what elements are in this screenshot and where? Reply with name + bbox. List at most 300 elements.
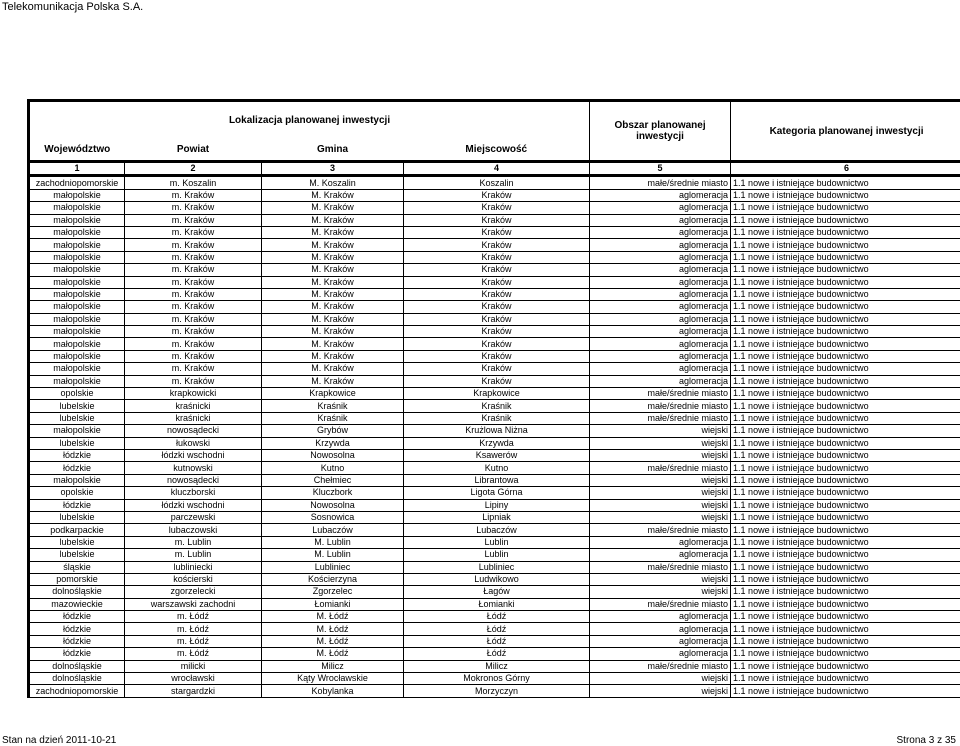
cell-county: krapkowicki — [125, 388, 262, 400]
cell-voivodeship: łódzkie — [29, 635, 125, 647]
cell-locality: Kraków — [404, 202, 590, 214]
table-row — [29, 437, 960, 449]
cell-commune: M. Lublin — [262, 549, 404, 561]
cell-voivodeship: lubelskie — [29, 549, 125, 561]
cell-locality: Ligota Górna — [404, 487, 590, 499]
cell-category: 1.1 nowe i istniejące budownictwo — [731, 474, 960, 486]
cell-locality: Kraśnik — [404, 400, 590, 412]
cell-area: aglomeracja — [590, 326, 731, 338]
cell-commune: Kobylanka — [262, 685, 404, 697]
cell-locality: Łódź — [404, 648, 590, 660]
cell-category: 1.1 nowe i istniejące budownictwo — [731, 511, 960, 523]
table-row — [29, 611, 960, 623]
cell-locality: Lubaczów — [404, 524, 590, 536]
cell-commune: M. Kraków — [262, 288, 404, 300]
company-name: Telekomunikacja Polska S.A. — [2, 1, 144, 13]
cell-voivodeship: małopolskie — [29, 425, 125, 437]
column-header-commune: Gmina — [316, 143, 349, 155]
cell-category: 1.1 nowe i istniejące budownictwo — [731, 499, 960, 511]
cell-category: 1.1 nowe i istniejące budownictwo — [731, 487, 960, 499]
cell-voivodeship: lubelskie — [29, 437, 125, 449]
cell-area: wiejski — [590, 511, 731, 523]
cell-county: łódzki wschodni — [125, 499, 262, 511]
cell-area: małe/średnie miasto — [590, 176, 731, 189]
cell-category: 1.1 nowe i istniejące budownictwo — [731, 598, 960, 610]
table-row — [29, 635, 960, 647]
cell-area: aglomeracja — [590, 623, 731, 635]
cell-commune: Nowosolna — [262, 449, 404, 461]
column-header-category: Kategoria planowanej inwestycji — [731, 101, 960, 162]
cell-commune: M. Łódź — [262, 648, 404, 660]
cell-category: 1.1 nowe i istniejące budownictwo — [731, 350, 960, 362]
cell-county: łukowski — [125, 437, 262, 449]
cell-area: aglomeracja — [590, 214, 731, 226]
cell-area: aglomeracja — [590, 276, 731, 288]
cell-category: 1.1 nowe i istniejące budownictwo — [731, 301, 960, 313]
cell-area: małe/średnie miasto — [590, 388, 731, 400]
cell-commune: M. Koszalin — [262, 176, 404, 189]
cell-commune: M. Kraków — [262, 375, 404, 387]
cell-category: 1.1 nowe i istniejące budownictwo — [731, 412, 960, 424]
cell-voivodeship: małopolskie — [29, 189, 125, 201]
table-row — [29, 400, 960, 412]
table-row — [29, 412, 960, 424]
cell-county: m. Kraków — [125, 326, 262, 338]
cell-county: m. Kraków — [125, 239, 262, 251]
cell-commune: Lubliniec — [262, 561, 404, 573]
cell-area: aglomeracja — [590, 264, 731, 276]
cell-locality: Lipniak — [404, 511, 590, 523]
cell-locality: Kraków — [404, 226, 590, 238]
cell-commune: M. Kraków — [262, 202, 404, 214]
cell-voivodeship: lubelskie — [29, 536, 125, 548]
table-row — [29, 176, 960, 189]
cell-area: wiejski — [590, 425, 731, 437]
title-line-2: w ramach realizacji Deklaracji Inwestycyjnej Telekomunikacji Polskiej — [266, 30, 694, 46]
cell-category: 1.1 nowe i istniejące budownictwo — [731, 313, 960, 325]
cell-commune: M. Kraków — [262, 276, 404, 288]
cell-commune: M. Łódź — [262, 611, 404, 623]
cell-commune: Kraśnik — [262, 400, 404, 412]
cell-area: wiejski — [590, 573, 731, 585]
table-row — [29, 264, 960, 276]
cell-category: 1.1 nowe i istniejące budownictwo — [731, 449, 960, 461]
cell-county: m. Kraków — [125, 301, 262, 313]
cell-commune: Kluczbork — [262, 487, 404, 499]
cell-commune: Grybów — [262, 425, 404, 437]
table-row — [29, 189, 960, 201]
table-row — [29, 301, 960, 313]
table-row — [29, 425, 960, 437]
cell-voivodeship: małopolskie — [29, 214, 125, 226]
cell-locality: Lipiny — [404, 499, 590, 511]
cell-commune: Kąty Wrocławskie — [262, 673, 404, 685]
cell-category: 1.1 nowe i istniejące budownictwo — [731, 338, 960, 350]
cell-locality: Kraków — [404, 288, 590, 300]
document-title — [0, 14, 960, 62]
cell-category: 1.1 nowe i istniejące budownictwo — [731, 648, 960, 660]
cell-voivodeship: małopolskie — [29, 313, 125, 325]
cell-commune: Łomianki — [262, 598, 404, 610]
cell-county: kluczborski — [125, 487, 262, 499]
cell-voivodeship: małopolskie — [29, 350, 125, 362]
cell-locality: Kraków — [404, 375, 590, 387]
table-row — [29, 326, 960, 338]
cell-area: aglomeracja — [590, 536, 731, 548]
cell-locality: Łomianki — [404, 598, 590, 610]
cell-county: m. Kraków — [125, 189, 262, 201]
table-row — [29, 623, 960, 635]
cell-locality: Krużlowa Niżna — [404, 425, 590, 437]
cell-locality: Lublin — [404, 549, 590, 561]
cell-county: m. Kraków — [125, 276, 262, 288]
cell-locality: Kraśnik — [404, 412, 590, 424]
cell-county: m. Kraków — [125, 251, 262, 263]
investments-table — [27, 99, 960, 698]
cell-category: 1.1 nowe i istniejące budownictwo — [731, 685, 960, 697]
cell-commune: M. Kraków — [262, 226, 404, 238]
cell-voivodeship: małopolskie — [29, 338, 125, 350]
cell-county: parczewski — [125, 511, 262, 523]
cell-category: 1.1 nowe i istniejące budownictwo — [731, 288, 960, 300]
cell-category: 1.1 nowe i istniejące budownictwo — [731, 635, 960, 647]
table-row — [29, 561, 960, 573]
cell-voivodeship: lubelskie — [29, 412, 125, 424]
cell-category: 1.1 nowe i istniejące budownictwo — [731, 326, 960, 338]
table-row — [29, 239, 960, 251]
cell-county: wrocławski — [125, 673, 262, 685]
cell-voivodeship: dolnośląskie — [29, 586, 125, 598]
cell-category: 1.1 nowe i istniejące budownictwo — [731, 549, 960, 561]
cell-county: kutnowski — [125, 462, 262, 474]
cell-commune: Kościerzyna — [262, 573, 404, 585]
cell-voivodeship: śląskie — [29, 561, 125, 573]
cell-voivodeship: małopolskie — [29, 202, 125, 214]
table-row — [29, 462, 960, 474]
title-line-3: dotyczącej Porozumienia z UKE z dn. 22 października 2009 — [294, 46, 666, 62]
cell-voivodeship: podkarpackie — [29, 524, 125, 536]
cell-locality: Kraków — [404, 214, 590, 226]
cell-category: 1.1 nowe i istniejące budownictwo — [731, 276, 960, 288]
cell-voivodeship: pomorskie — [29, 573, 125, 585]
table-row — [29, 350, 960, 362]
cell-category: 1.1 nowe i istniejące budownictwo — [731, 437, 960, 449]
cell-locality: Kraków — [404, 251, 590, 263]
cell-voivodeship: łódzkie — [29, 449, 125, 461]
cell-category: 1.1 nowe i istniejące budownictwo — [731, 586, 960, 598]
cell-locality: Ludwikowo — [404, 573, 590, 585]
table-row — [29, 202, 960, 214]
cell-category: 1.1 nowe i istniejące budownictwo — [731, 189, 960, 201]
cell-county: lubaczowski — [125, 524, 262, 536]
table-row — [29, 313, 960, 325]
cell-area: wiejski — [590, 499, 731, 511]
cell-locality: Kraków — [404, 276, 590, 288]
cell-area: małe/średnie miasto — [590, 561, 731, 573]
cell-area: aglomeracja — [590, 189, 731, 201]
cell-county: m. Koszalin — [125, 176, 262, 189]
cell-locality: Kraków — [404, 363, 590, 375]
cell-area: aglomeracja — [590, 635, 731, 647]
cell-commune: M. Kraków — [262, 251, 404, 263]
cell-voivodeship: opolskie — [29, 388, 125, 400]
cell-commune: Kutno — [262, 462, 404, 474]
cell-locality: Kraków — [404, 338, 590, 350]
cell-area: wiejski — [590, 474, 731, 486]
cell-commune: M. Kraków — [262, 189, 404, 201]
cell-county: m. Kraków — [125, 350, 262, 362]
cell-voivodeship: małopolskie — [29, 251, 125, 263]
cell-voivodeship: łódzkie — [29, 611, 125, 623]
cell-county: m. Lublin — [125, 536, 262, 548]
cell-locality: Kraków — [404, 301, 590, 313]
cell-county: m. Kraków — [125, 202, 262, 214]
cell-area: małe/średnie miasto — [590, 660, 731, 672]
table-row — [29, 487, 960, 499]
cell-county: m. Łódź — [125, 648, 262, 660]
column-number: 5 — [590, 162, 731, 176]
cell-county: m. Kraków — [125, 363, 262, 375]
cell-voivodeship: lubelskie — [29, 400, 125, 412]
cell-commune: M. Lublin — [262, 536, 404, 548]
cell-category: 1.1 nowe i istniejące budownictwo — [731, 611, 960, 623]
cell-voivodeship: łódzkie — [29, 623, 125, 635]
cell-category: 1.1 nowe i istniejące budownictwo — [731, 524, 960, 536]
table-row — [29, 251, 960, 263]
cell-category: 1.1 nowe i istniejące budownictwo — [731, 363, 960, 375]
cell-commune: Sosnowica — [262, 511, 404, 523]
cell-county: nowosądecki — [125, 425, 262, 437]
cell-county: zgorzelecki — [125, 586, 262, 598]
cell-category: 1.1 nowe i istniejące budownictwo — [731, 561, 960, 573]
cell-county: m. Kraków — [125, 214, 262, 226]
cell-category: 1.1 nowe i istniejące budownictwo — [731, 202, 960, 214]
table-row — [29, 375, 960, 387]
cell-area: aglomeracja — [590, 288, 731, 300]
cell-commune: M. Łódź — [262, 623, 404, 635]
cell-voivodeship: małopolskie — [29, 474, 125, 486]
column-number: 4 — [404, 162, 590, 176]
cell-category: 1.1 nowe i istniejące budownictwo — [731, 425, 960, 437]
cell-voivodeship: zachodniopomorskie — [29, 176, 125, 189]
cell-locality: Ksawerów — [404, 449, 590, 461]
table-row — [29, 524, 960, 536]
cell-area: małe/średnie miasto — [590, 598, 731, 610]
cell-category: 1.1 nowe i istniejące budownictwo — [731, 573, 960, 585]
cell-locality: Kraków — [404, 350, 590, 362]
cell-locality: Kraków — [404, 264, 590, 276]
cell-category: 1.1 nowe i istniejące budownictwo — [731, 239, 960, 251]
cell-county: kościerski — [125, 573, 262, 585]
cell-area: wiejski — [590, 586, 731, 598]
cell-commune: Chełmiec — [262, 474, 404, 486]
cell-commune: M. Kraków — [262, 214, 404, 226]
cell-voivodeship: małopolskie — [29, 239, 125, 251]
cell-commune: Lubaczów — [262, 524, 404, 536]
cell-area: wiejski — [590, 437, 731, 449]
cell-county: lubliniecki — [125, 561, 262, 573]
cell-county: kraśnicki — [125, 400, 262, 412]
cell-voivodeship: małopolskie — [29, 226, 125, 238]
table-row — [29, 338, 960, 350]
cell-commune: M. Kraków — [262, 264, 404, 276]
cell-locality: Łagów — [404, 586, 590, 598]
cell-commune: Kraśnik — [262, 412, 404, 424]
cell-locality: Łódź — [404, 623, 590, 635]
cell-area: aglomeracja — [590, 350, 731, 362]
cell-county: milicki — [125, 660, 262, 672]
cell-category: 1.1 nowe i istniejące budownictwo — [731, 176, 960, 189]
cell-locality: Krapkowice — [404, 388, 590, 400]
cell-voivodeship: małopolskie — [29, 326, 125, 338]
cell-voivodeship: dolnośląskie — [29, 673, 125, 685]
cell-area: aglomeracja — [590, 239, 731, 251]
cell-area: wiejski — [590, 673, 731, 685]
cell-voivodeship: małopolskie — [29, 301, 125, 313]
column-number: 1 — [29, 162, 125, 176]
table-row — [29, 499, 960, 511]
cell-commune: M. Łódź — [262, 635, 404, 647]
cell-locality: Lublin — [404, 536, 590, 548]
table-row — [29, 660, 960, 672]
cell-area: wiejski — [590, 449, 731, 461]
cell-county: m. Lublin — [125, 549, 262, 561]
cell-county: nowosądecki — [125, 474, 262, 486]
cell-locality: Mokronos Górny — [404, 673, 590, 685]
cell-commune: Krapkowice — [262, 388, 404, 400]
table-row — [29, 536, 960, 548]
cell-commune: M. Kraków — [262, 301, 404, 313]
cell-area: aglomeracja — [590, 313, 731, 325]
table-row — [29, 549, 960, 561]
cell-commune: M. Kraków — [262, 326, 404, 338]
column-header-locality: Miejscowość — [465, 143, 528, 155]
table-row — [29, 673, 960, 685]
cell-area: małe/średnie miasto — [590, 400, 731, 412]
cell-area: wiejski — [590, 487, 731, 499]
cell-county: m. Kraków — [125, 264, 262, 276]
cell-voivodeship: małopolskie — [29, 375, 125, 387]
cell-county: warszawski zachodni — [125, 598, 262, 610]
table-row — [29, 648, 960, 660]
table-row — [29, 388, 960, 400]
cell-county: m. Kraków — [125, 375, 262, 387]
cell-county: m. Łódź — [125, 635, 262, 647]
column-header-voivodeship: Województwo — [29, 138, 125, 162]
table-row — [29, 573, 960, 585]
cell-area: aglomeracja — [590, 363, 731, 375]
cell-voivodeship: łódzkie — [29, 648, 125, 660]
column-number: 3 — [262, 162, 404, 176]
cell-locality: Librantowa — [404, 474, 590, 486]
column-number-row — [29, 162, 960, 176]
cell-voivodeship: małopolskie — [29, 288, 125, 300]
cell-category: 1.1 nowe i istniejące budownictwo — [731, 388, 960, 400]
table-row — [29, 276, 960, 288]
cell-county: m. Łódź — [125, 611, 262, 623]
table-row — [29, 598, 960, 610]
cell-locality: Lubliniec — [404, 561, 590, 573]
cell-commune: M. Kraków — [262, 350, 404, 362]
cell-category: 1.1 nowe i istniejące budownictwo — [731, 623, 960, 635]
cell-area: aglomeracja — [590, 338, 731, 350]
cell-area: aglomeracja — [590, 301, 731, 313]
column-header-county: Powiat — [176, 143, 210, 155]
cell-locality: Kraków — [404, 313, 590, 325]
cell-locality: Kraków — [404, 326, 590, 338]
page-number: Strona 3 z 35 — [896, 735, 956, 746]
cell-commune: Nowosolna — [262, 499, 404, 511]
cell-voivodeship: lubelskie — [29, 511, 125, 523]
cell-area: aglomeracja — [590, 648, 731, 660]
cell-area: małe/średnie miasto — [590, 462, 731, 474]
cell-voivodeship: opolskie — [29, 487, 125, 499]
cell-category: 1.1 nowe i istniejące budownictwo — [731, 264, 960, 276]
cell-voivodeship: dolnośląskie — [29, 660, 125, 672]
cell-voivodeship: łódzkie — [29, 462, 125, 474]
table-row — [29, 226, 960, 238]
table-row — [29, 511, 960, 523]
cell-category: 1.1 nowe i istniejące budownictwo — [731, 660, 960, 672]
cell-area: małe/średnie miasto — [590, 524, 731, 536]
cell-locality: Krzywda — [404, 437, 590, 449]
cell-county: m. Kraków — [125, 226, 262, 238]
cell-county: m. Kraków — [125, 288, 262, 300]
cell-county: m. Łódź — [125, 623, 262, 635]
cell-commune: M. Kraków — [262, 338, 404, 350]
cell-category: 1.1 nowe i istniejące budownictwo — [731, 251, 960, 263]
cell-locality: Kutno — [404, 462, 590, 474]
cell-commune: Zgorzelec — [262, 586, 404, 598]
table-row — [29, 288, 960, 300]
cell-locality: Kraków — [404, 239, 590, 251]
cell-area: aglomeracja — [590, 375, 731, 387]
cell-locality: Milicz — [404, 660, 590, 672]
cell-category: 1.1 nowe i istniejące budownictwo — [731, 673, 960, 685]
cell-voivodeship: małopolskie — [29, 264, 125, 276]
cell-locality: Koszalin — [404, 176, 590, 189]
cell-area: aglomeracja — [590, 202, 731, 214]
cell-category: 1.1 nowe i istniejące budownictwo — [731, 214, 960, 226]
cell-area: aglomeracja — [590, 226, 731, 238]
cell-area: aglomeracja — [590, 549, 731, 561]
cell-county: m. Kraków — [125, 338, 262, 350]
cell-commune: M. Kraków — [262, 239, 404, 251]
report-date: Stan na dzień 2011-10-21 — [2, 735, 117, 746]
column-header-area: Obszar planowanej inwestycji — [590, 101, 731, 162]
cell-commune: M. Kraków — [262, 363, 404, 375]
table-row — [29, 474, 960, 486]
cell-locality: Morzyczyn — [404, 685, 590, 697]
location-group-header: Lokalizacja planowanej inwestycji — [29, 101, 590, 139]
cell-category: 1.1 nowe i istniejące budownictwo — [731, 536, 960, 548]
table-row — [29, 449, 960, 461]
cell-county: kraśnicki — [125, 412, 262, 424]
table-row — [29, 214, 960, 226]
cell-county: m. Kraków — [125, 313, 262, 325]
cell-category: 1.1 nowe i istniejące budownictwo — [731, 226, 960, 238]
cell-locality: Łódź — [404, 635, 590, 647]
column-number: 6 — [731, 162, 960, 176]
cell-voivodeship: małopolskie — [29, 363, 125, 375]
cell-commune: M. Kraków — [262, 313, 404, 325]
column-number: 2 — [125, 162, 262, 176]
cell-locality: Kraków — [404, 189, 590, 201]
cell-voivodeship: łódzkie — [29, 499, 125, 511]
cell-voivodeship: zachodniopomorskie — [29, 685, 125, 697]
table-row — [29, 586, 960, 598]
table-row — [29, 363, 960, 375]
